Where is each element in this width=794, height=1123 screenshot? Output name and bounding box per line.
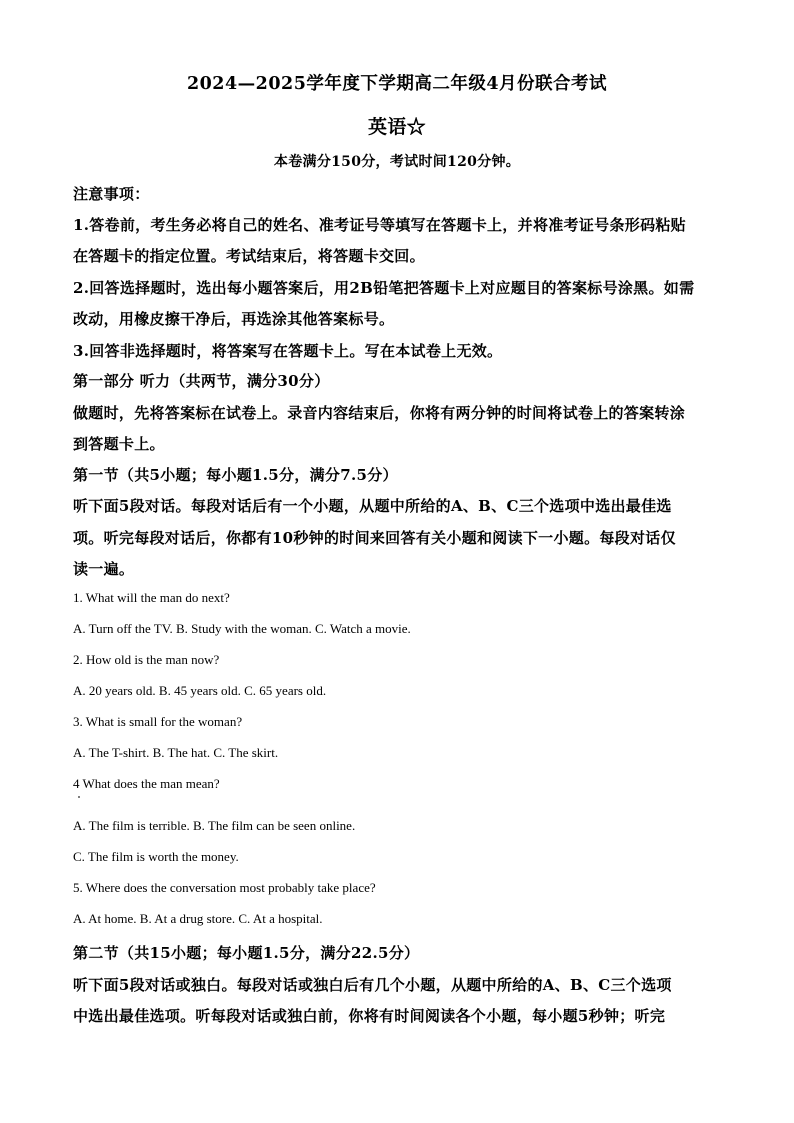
question-3-options: A. The T-shirt. B. The hat. C. The skirt. <box>73 745 279 760</box>
subject-title: 英语☆ <box>368 116 426 138</box>
question-4-options-a-b: A. The film is terrible. B. The film can be seen online. <box>73 818 356 833</box>
question-2-options: A. 20 years old. B. 45 years old. C. 65 years old. <box>73 683 327 698</box>
stray-dot <box>78 796 80 798</box>
section1-heading: 第一节（共5小题；每小题1.5分，满分7.5分） <box>73 466 398 484</box>
part1-heading: 第一部分 听力（共两节，满分30分） <box>73 372 330 390</box>
question-3: 3. What is small for the woman? <box>73 714 243 729</box>
section2-intro-line-1: 听下面5段对话或独白。每段对话或独白后有几个小题，从题中所给的A、B、C三个选项 <box>73 976 672 994</box>
notice-heading: 注意事项： <box>73 185 150 203</box>
exam-title: 2024—2025学年度下学期高二年级4月份联合考试 <box>186 74 608 94</box>
notice-item-2-line-2: 改动，用橡皮擦干净后，再选涂其他答案标号。 <box>73 310 395 328</box>
score-info: 本卷满分150分，考试时间120分钟。 <box>273 154 521 170</box>
notice-item-2-line-1: 2.回答选择题时，选出每小题答案后，用2B铅笔把答题卡上对应题目的答案标号涂黑。如需 <box>73 279 695 297</box>
section1-intro-line-3: 读一遍。 <box>73 560 135 578</box>
notice-item-3: 3.回答非选择题时，将答案写在答题卡上。写在本试卷上无效。 <box>73 342 503 360</box>
question-5: 5. Where does the conversation most probably take place? <box>73 880 376 895</box>
question-1-options: A. Turn off the TV. B. Study with the woman. C. Watch a movie. <box>73 621 411 636</box>
section1-intro-line-1: 听下面5段对话。每段对话后有一个小题，从题中所给的A、B、C三个选项中选出最佳选 <box>73 497 672 515</box>
question-1: 1. What will the man do next? <box>73 590 230 605</box>
notice-item-1-line-2: 在答题卡的指定位置。考试结束后，将答题卡交回。 <box>73 247 425 265</box>
part1-intro-line-2: 到答题卡上。 <box>73 435 165 453</box>
part1-intro-line-1: 做题时，先将答案标在试卷上。录音内容结束后，你将有两分钟的时间将试卷上的答案转涂 <box>73 404 686 422</box>
section2-heading: 第二节（共15小题；每小题1.5分，满分22.5分） <box>73 944 420 962</box>
question-2: 2. How old is the man now? <box>73 652 220 667</box>
section1-intro-line-2: 项。听完每段对话后，你都有10秒钟的时间来回答有关小题和阅读下一小题。每段对话仅 <box>73 529 676 547</box>
question-5-options: A. At home. B. At a drug store. C. At a hospital. <box>73 911 323 926</box>
question-4-options-c: C. The film is worth the money. <box>73 849 239 864</box>
question-4: 4 What does the man mean? <box>73 776 220 791</box>
notice-item-1-line-1: 1.答卷前，考生务必将自己的姓名、准考证号等填写在答题卡上，并将准考证号条形码粘贴 <box>73 216 686 234</box>
section2-intro-line-2: 中选出最佳选项。听每段对话或独白前，你将有时间阅读各个小题，每小题5秒钟；听完 <box>73 1007 666 1025</box>
